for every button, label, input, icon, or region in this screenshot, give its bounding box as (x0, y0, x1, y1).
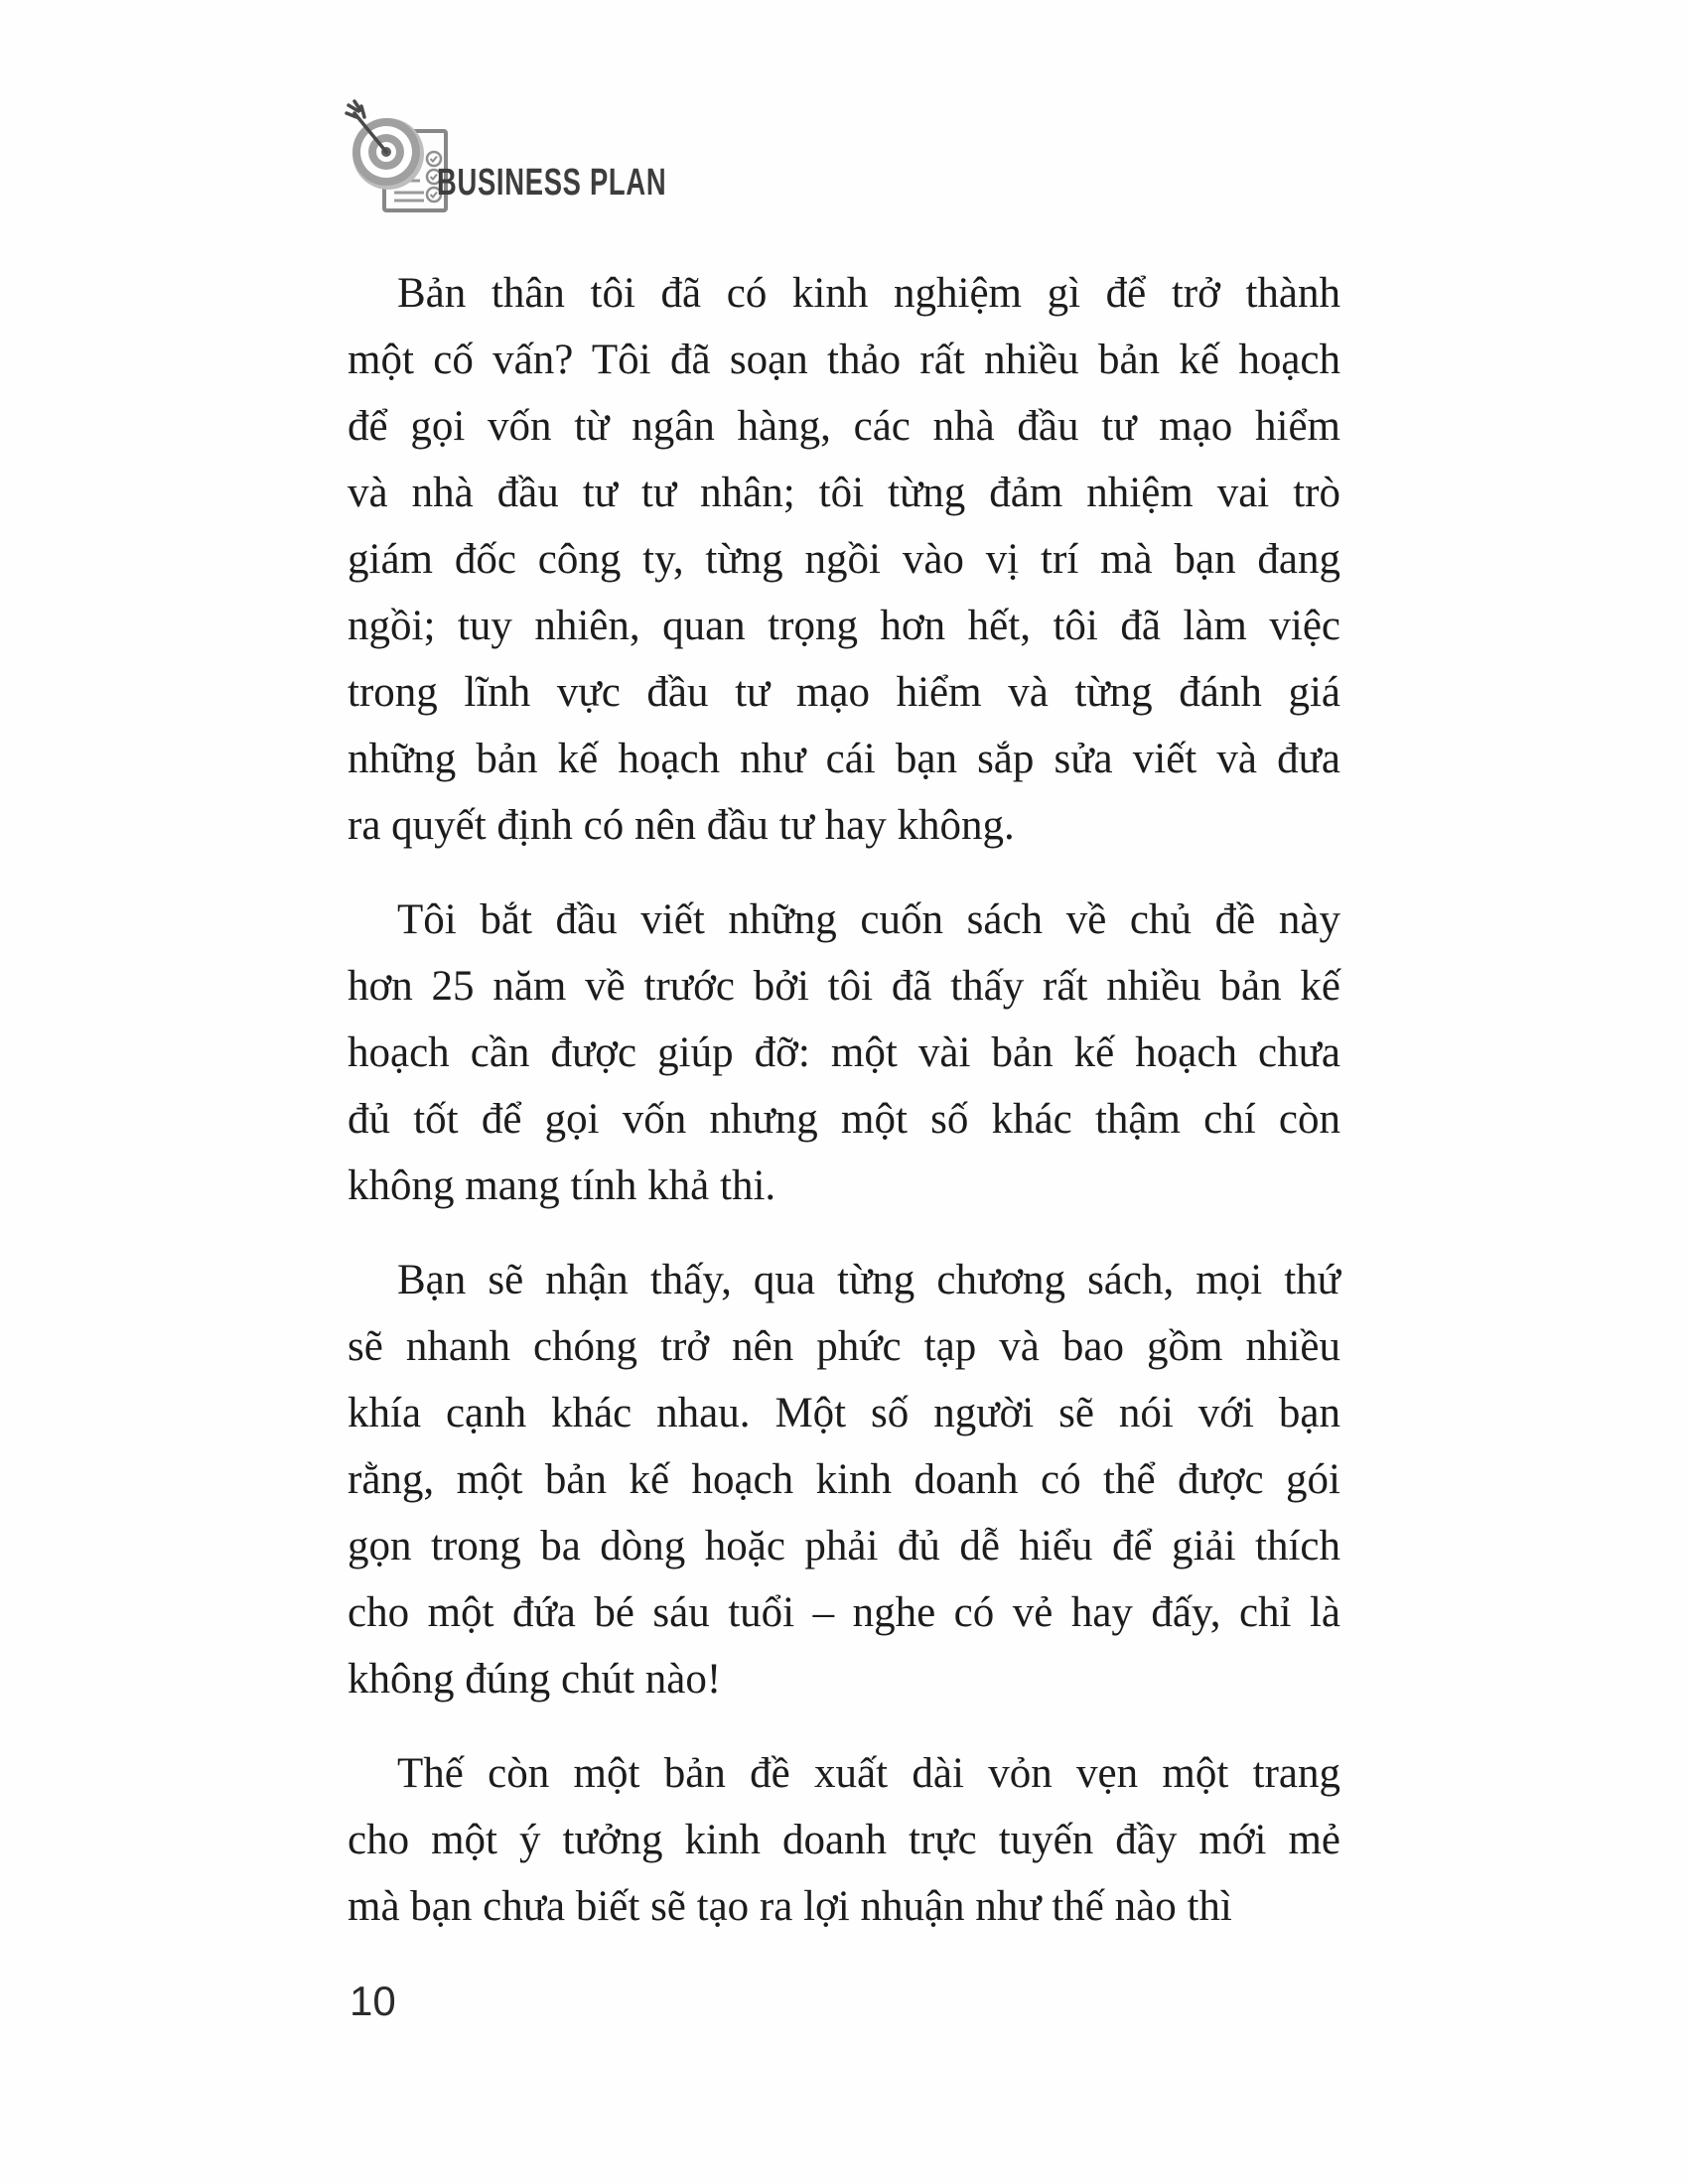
text-line: gọn trong ba dòng hoặc phải đủ dễ hiểu để giải thích (348, 1523, 1340, 1570)
text-line: và nhà đầu tư tư nhân; tôi từng đảm nhiệm vai trò (348, 470, 1340, 516)
paragraph (348, 260, 1340, 859)
text-line: một cố vấn? Tôi đã soạn thảo rất nhiều bản kế hoạch (348, 337, 1340, 383)
text-line: hoạch cần được giúp đỡ: một vài bản kế hoạch chưa (348, 1029, 1340, 1076)
text-line: Bạn sẽ nhận thấy, qua từng chương sách, mọi thứ (397, 1257, 1340, 1303)
target-icon (352, 118, 424, 190)
text-line: để gọi vốn từ ngân hàng, các nhà đầu tư mạo hiểm (348, 403, 1340, 450)
text-line: cho một ý tưởng kinh doanh trực tuyến đầy mới mẻ (348, 1817, 1340, 1863)
text-line: mà bạn chưa biết sẽ tạo ra lợi nhuận như thế nào thì (348, 1883, 1232, 1930)
text-line: rằng, một bản kế hoạch kinh doanh có thể được gói (348, 1456, 1340, 1503)
paragraph (348, 1740, 1340, 1940)
text-line: không đúng chút nào! (348, 1656, 722, 1703)
text-line: giám đốc công ty, từng ngồi vào vị trí mà bạn đang (348, 536, 1340, 583)
text-line: không mang tính khả thi. (348, 1162, 776, 1209)
text-line: hơn 25 năm về trước bởi tôi đã thấy rất nhiều bản kế (348, 963, 1340, 1010)
body-text (348, 260, 1340, 1940)
text-line: đủ tốt để gọi vốn nhưng một số khác thậm chí còn (348, 1096, 1340, 1143)
text-line: ra quyết định có nên đầu tư hay không. (348, 802, 1015, 849)
text-line: cho một đứa bé sáu tuổi – nghe có vẻ hay đấy, chỉ là (348, 1589, 1340, 1636)
text-line: Thế còn một bản đề xuất dài vỏn vẹn một trang (397, 1750, 1340, 1797)
paragraph (348, 1247, 1340, 1712)
text-line: Tôi bắt đầu viết những cuốn sách về chủ đề này (397, 896, 1340, 943)
text-line: trong lĩnh vực đầu tư mạo hiểm và từng đánh giá (348, 669, 1340, 716)
text-line: những bản kế hoạch như cái bạn sắp sửa viết và đưa (348, 736, 1340, 782)
text-line: ngồi; tuy nhiên, quan trọng hơn hết, tôi đã làm việc (348, 603, 1340, 649)
text-line: khía cạnh khác nhau. Một số người sẽ nói với bạn (348, 1390, 1340, 1436)
text-line: sẽ nhanh chóng trở nên phức tạp và bao gồm nhiều (348, 1323, 1340, 1370)
header-brand-title: BUSINESS PLAN (437, 162, 667, 204)
text-line: Bản thân tôi đã có kinh nghiệm gì để trở thành (397, 270, 1340, 317)
page-number: 10 (350, 1978, 396, 2024)
paragraph (348, 887, 1340, 1219)
